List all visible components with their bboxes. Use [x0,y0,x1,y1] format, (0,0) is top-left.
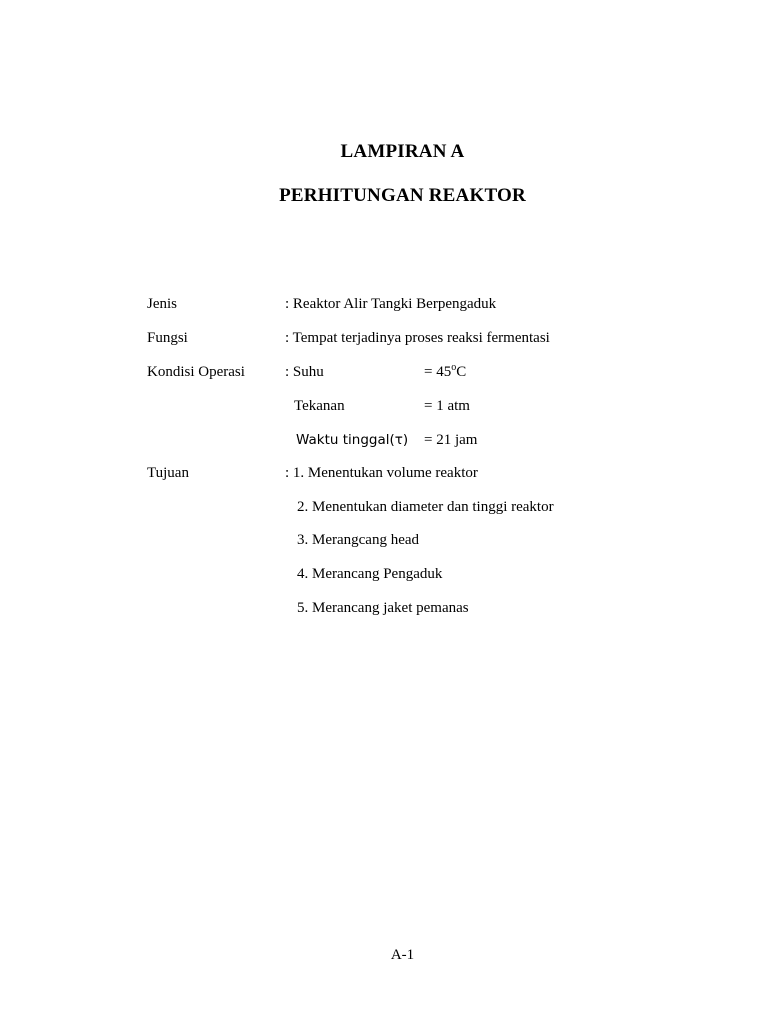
tujuan-label: Tujuan [147,465,189,481]
suhu-label: : Suhu [285,364,324,380]
degree-superscript: o [451,362,457,373]
tujuan-item: 3. Merangcang head [297,532,420,548]
tujuan-item: : 1. Menentukan volume reaktor [285,465,478,481]
page-subtitle: PERHITUNGAN REAKTOR [279,185,526,206]
jenis-value: : Reaktor Alir Tangki Berpengaduk [285,296,497,312]
fungsi-label: Fungsi [147,330,188,346]
page-number: A-1 [390,947,415,963]
tujuan-item: 2. Menentukan diameter dan tinggi reaktor [297,499,554,515]
tekanan-value: = 1 atm [424,398,470,414]
page-title: LAMPIRAN A [340,141,465,162]
kondisi-operasi-label: Kondisi Operasi [147,364,245,380]
suhu-value: = $45^oC$ [424,362,467,380]
jenis-label: Jenis [147,296,177,312]
tujuan-item: 5. Merancang jaket pemanas [297,600,469,616]
fungsi-value: : Tempat terjadinya proses reaksi fermentasi [285,330,550,346]
waktu-tinggal-value: = 21 jam [424,432,478,448]
waktu-tinggal-label: Waktu tinggal(τ) [296,432,409,448]
tujuan-item: 4. Merancang Pengaduk [297,566,443,582]
tekanan-label: Tekanan [294,398,345,414]
